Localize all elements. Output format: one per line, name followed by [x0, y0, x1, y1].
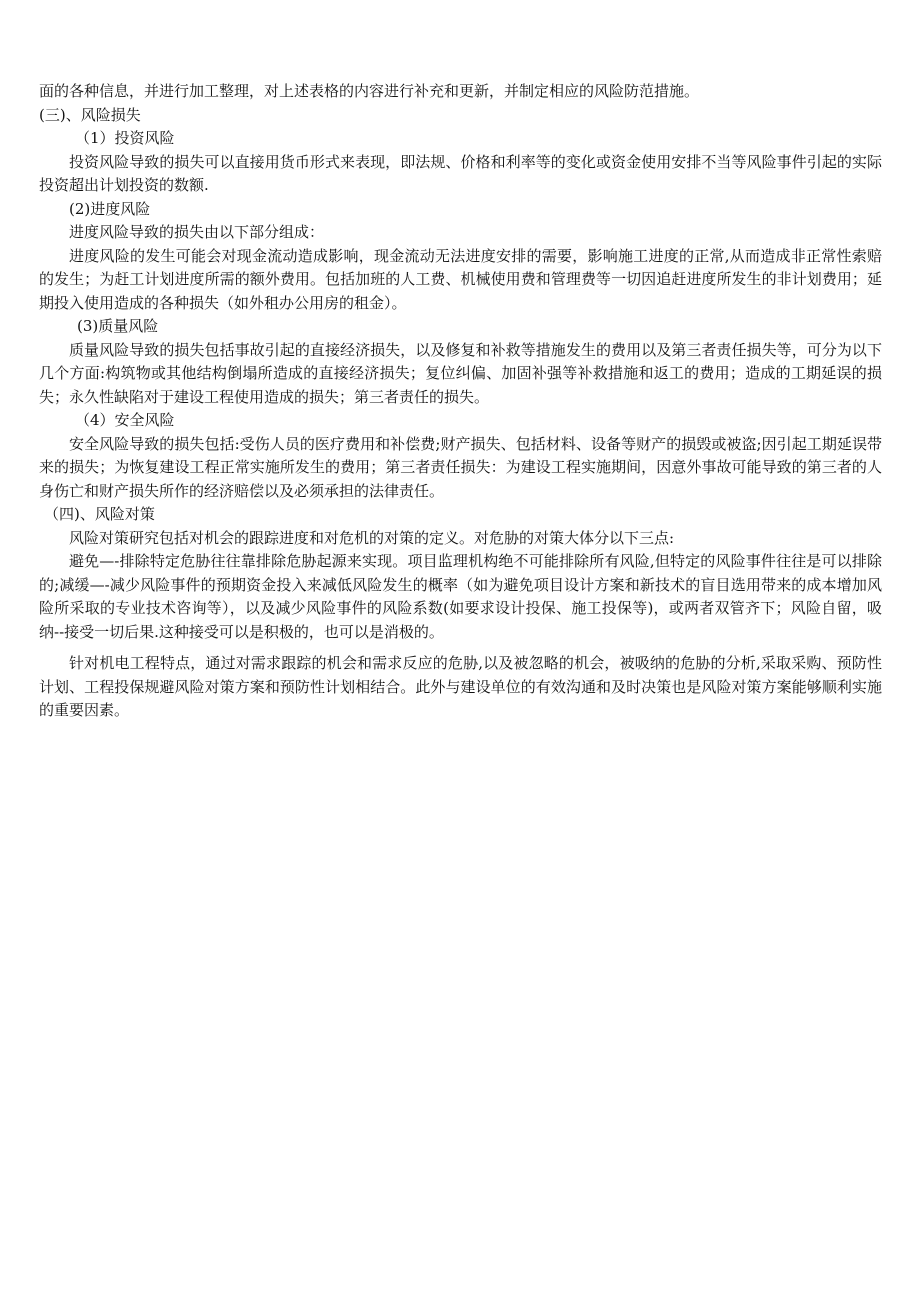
document-body: [39, 80, 882, 723]
paragraph-safety-risk: 安全风险导致的损失包括:受伤人员的医疗费用和补偿费;财产损失、包括材料、设备等财产的损毁或被盗;因引起工期延误带来的损失；为恢复建设工程正常实施所发生的费用；第三者责任损失：为建设工程实施期间，因意外事故可能导致的第三者的人身伤亡和财产损失所作的经济赔偿以及必须承担的法律责任。: [39, 434, 882, 500]
subheading-safety-risk: （4）安全风险: [75, 411, 175, 429]
paragraph-quality-risk: 质量风险导致的损失包括事故引起的直接经济损失，以及修复和补救等措施发生的费用以及第三者责任损失等，可分为以下几个方面:构筑物或其他结构倒塌所造成的直接经济损失；复位纠偏、加固补强等补救措施和返工的费用；造成的工期延误的损失；永久性缺陷对于建设工程使用造成的损失；第三者责任的损失。: [39, 340, 882, 406]
paragraph-schedule-risk-intro: 进度风险导致的损失由以下部分组成：: [69, 223, 325, 241]
paragraph-investment-risk: 投资风险导致的损失可以直接用货币形式来表现，即法规、价格和利率等的变化或资金使用安排不当等风险事件引起的实际投资超出计划投资的数额.: [39, 152, 882, 194]
paragraph-schedule-risk: 进度风险的发生可能会对现金流动造成影响，现金流动无法进度安排的需要，影响施工进度的正常,从而造成非正常性索赔的发生；为赶工计划进度所需的额外费用。包括加班的人工费、机械使用费和管理费等一切因追赶进度所发生的非计划费用；延期投入使用造成的各种损失（如外租办公用房的租金）。: [39, 246, 882, 312]
paragraph-risk-response-summary: 针对机电工程特点，通过对需求跟踪的机会和需求反应的危胁,以及被忽略的机会，被吸纳的危胁的分析,采取采购、预防性计划、工程投保规避风险对策方案和预防性计划相结合。此外与建设单位的有效沟通和及时决策也是风险对策方案能够顺利实施的重要因素。: [39, 654, 882, 719]
subheading-quality-risk: (3)质量风险: [77, 317, 159, 335]
paragraph-risk-response-strategies: 避免—-排除特定危胁往往靠排除危胁起源来实现。项目监理机构绝不可能排除所有风险,但特定的风险事件往往是可以排除的;减缓—-减少风险事件的预期资金投入来减低风险发生的概率（如为避免项目设计方案和新技术的盲目选用带来的成本增加风险所采取的专业技术咨询等），以及减少风险事件的风险系数(如要求设计投保、施工投保等)，或两者双管齐下；风险自留，吸纳--接受一切后果.这种接受可以是积极的，也可以是消极的。: [39, 552, 882, 641]
section-heading-risk-response: （四)、风险对策: [44, 505, 155, 523]
subheading-schedule-risk: (2)进度风险: [69, 199, 151, 218]
subheading-investment-risk: （1）投资风险: [75, 129, 175, 147]
paragraph-continued: 面的各种信息，并进行加工整理，对上述表格的内容进行补充和更新，并制定相应的风险防范措施。: [39, 82, 700, 100]
paragraph-risk-response-intro: 风险对策研究包括对机会的跟踪进度和对危机的对策的定义。对危胁的对策大体分以下三点:: [69, 528, 675, 547]
section-heading-risk-loss: (三)、风险损失: [39, 105, 141, 124]
